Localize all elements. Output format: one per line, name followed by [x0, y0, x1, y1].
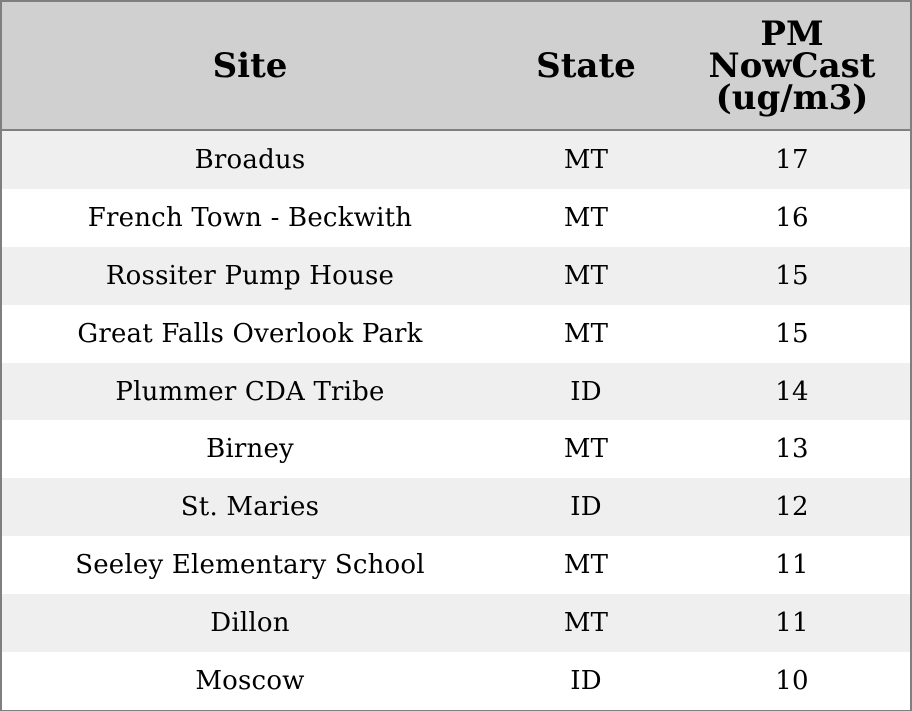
- cell-state: MT: [563, 608, 609, 639]
- table-row: [2, 189, 910, 247]
- table-row: [2, 420, 910, 478]
- table-row: [2, 363, 910, 421]
- table-row: [2, 536, 910, 594]
- table-row: [2, 478, 910, 536]
- table-body: [2, 131, 910, 710]
- cell-pm-nowcast: 11: [775, 550, 809, 581]
- cell-site: French Town - Beckwith: [87, 202, 413, 233]
- cell-pm-nowcast: 13: [775, 434, 809, 465]
- cell-pm-nowcast: 16: [775, 202, 809, 233]
- table-header-row: [2, 2, 910, 131]
- table-row: [2, 305, 910, 363]
- cell-state: ID: [570, 665, 602, 696]
- cell-site: Seeley Elementary School: [75, 550, 425, 581]
- cell-state: MT: [563, 144, 609, 175]
- cell-site: Dillon: [210, 608, 290, 639]
- cell-pm-nowcast: 12: [775, 492, 809, 523]
- cell-site: Moscow: [195, 665, 305, 696]
- cell-site: Birney: [206, 434, 294, 465]
- cell-pm-nowcast: 11: [775, 608, 809, 639]
- table-row: [2, 594, 910, 652]
- table-row: [2, 247, 910, 305]
- cell-state: MT: [563, 202, 609, 233]
- column-header-pm-nowcast: PM NowCast (ug/m3): [708, 13, 876, 118]
- cell-site: Great Falls Overlook Park: [77, 318, 423, 349]
- cell-site: Broadus: [194, 144, 306, 175]
- table-row: [2, 652, 910, 710]
- table-row: [2, 131, 910, 189]
- cell-state: MT: [563, 434, 609, 465]
- cell-pm-nowcast: 14: [775, 376, 809, 407]
- column-header-state: State: [536, 45, 636, 86]
- cell-state: MT: [563, 318, 609, 349]
- column-header-site: Site: [212, 45, 288, 86]
- cell-site: Rossiter Pump House: [105, 260, 395, 291]
- cell-pm-nowcast: 17: [775, 144, 809, 175]
- cell-site: St. Maries: [180, 492, 320, 523]
- cell-pm-nowcast: 10: [775, 665, 809, 696]
- cell-state: ID: [570, 492, 602, 523]
- cell-state: MT: [563, 260, 609, 291]
- cell-state: ID: [570, 376, 602, 407]
- cell-state: MT: [563, 550, 609, 581]
- cell-pm-nowcast: 15: [775, 260, 809, 291]
- cell-pm-nowcast: 15: [775, 318, 809, 349]
- cell-site: Plummer CDA Tribe: [115, 376, 385, 407]
